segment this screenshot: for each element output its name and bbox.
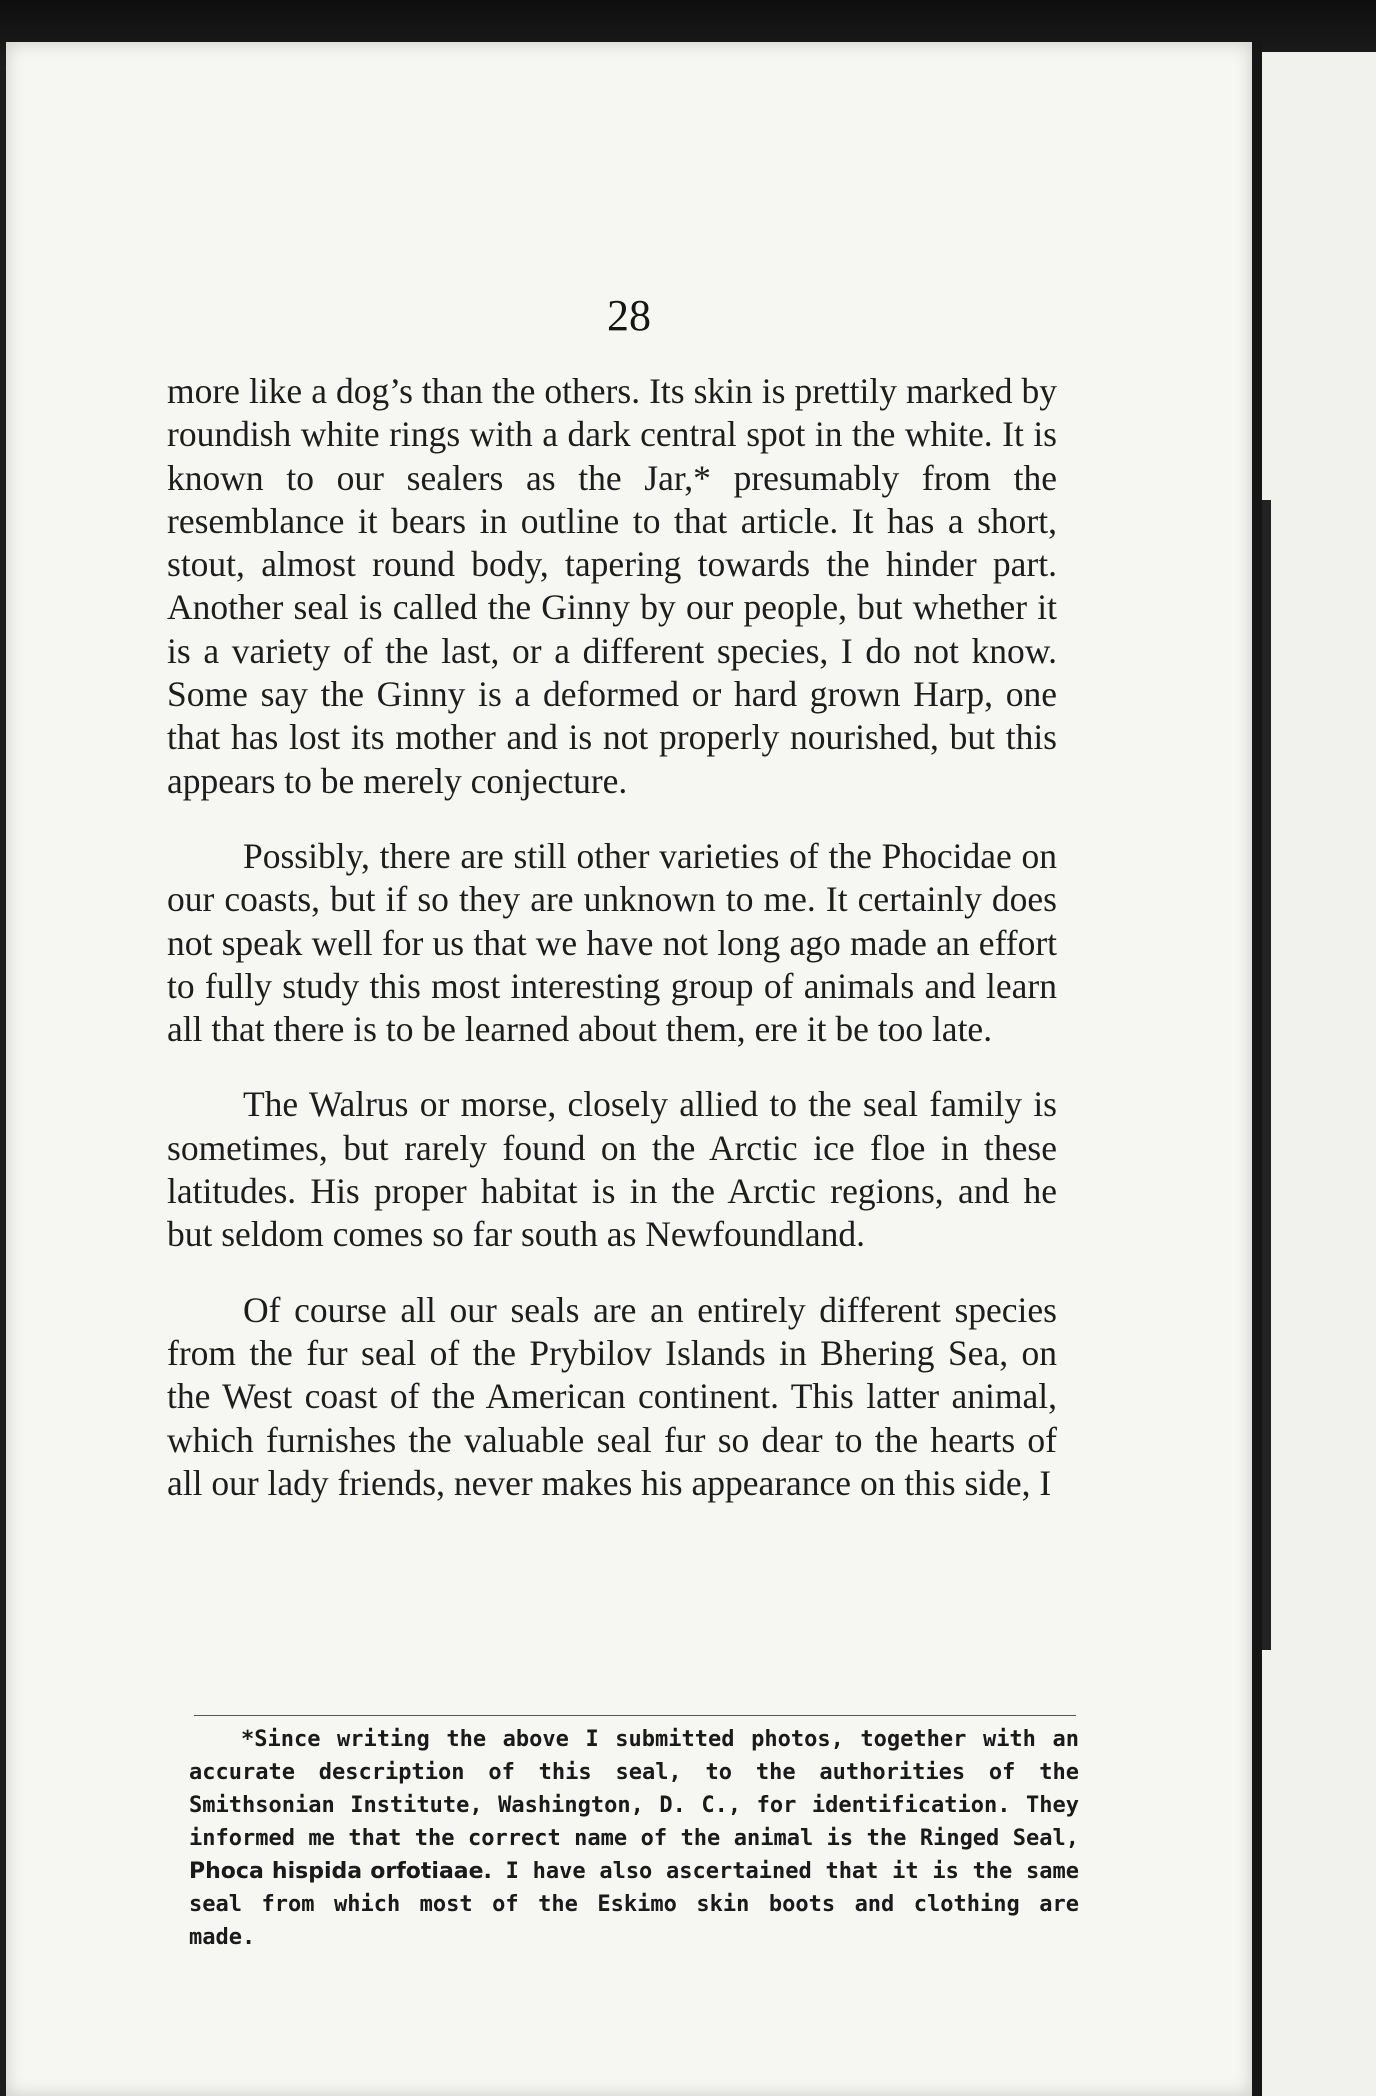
adjacent-page bbox=[1262, 52, 1376, 2096]
footnote-species-name: Phoca hispida orfotiaae. bbox=[189, 1859, 492, 1884]
body-text bbox=[167, 370, 1057, 1537]
paragraph-1: more like a dog’s than the others. Its skin is prettily marked by roundish white rings with a dark central spot in the white. It is known to our sealers as the Jar,* presumably from the resemblance it bears in outline to that article. It has a short, stout, almost round body, tapering towards the hinder part. Another seal is called the Ginny by our people, but whether it is a variety of the last, or a different species, I do not know. Some say the Ginny is a deformed or hard grown Harp, one that has lost its mother and is not properly nourished, but this appears to be merely conjecture. bbox=[167, 371, 1057, 801]
adjacent-page-edge bbox=[1262, 500, 1271, 1650]
page-number: 28 bbox=[607, 291, 651, 340]
paragraph-4: Of course all our seals are an entirely different species from the fur seal of the Prybilov Islands in Bhering Sea, on the West coast of the American continent. This latter animal, which furnishes the valuable seal fur so dear to the hearts of all our lady friends, never makes his appearance on this side, I bbox=[167, 1289, 1057, 1503]
footnote-divider bbox=[194, 1715, 1076, 1716]
paragraph-2: Possibly, there are still other varieties of the Phocidae on our coasts, but if so they are unknown to me. It certainly does not speak well for us that we have not long ago made an effort to fully study this most interesting group of animals and learn all that there is to be learned about them, ere it be too late. bbox=[167, 835, 1057, 1050]
book-page bbox=[6, 42, 1252, 2096]
book-spine bbox=[1252, 40, 1262, 2096]
footnote bbox=[189, 1723, 1079, 1954]
paragraph-3: The Walrus or morse, closely allied to the seal family is sometimes, but rarely found on the Arctic ice floe in these latitudes. His proper habitat is in the Arctic regions, and he but seldom comes so far south as Newfoundland. bbox=[167, 1084, 1057, 1255]
footnote-text-before: *Since writing the above I submitted photos, together with an accurate description of this seal, to the authorities of the Smithsonian Institute, Washington, D. C., for identification. They informed me that the correct name of the animal is the Ringed Seal, bbox=[189, 1727, 1079, 1851]
footnote-text-after: I have also ascertained that it is the same seal from which most of the Eskimo skin boots and clothing are made. bbox=[189, 1859, 1080, 1950]
